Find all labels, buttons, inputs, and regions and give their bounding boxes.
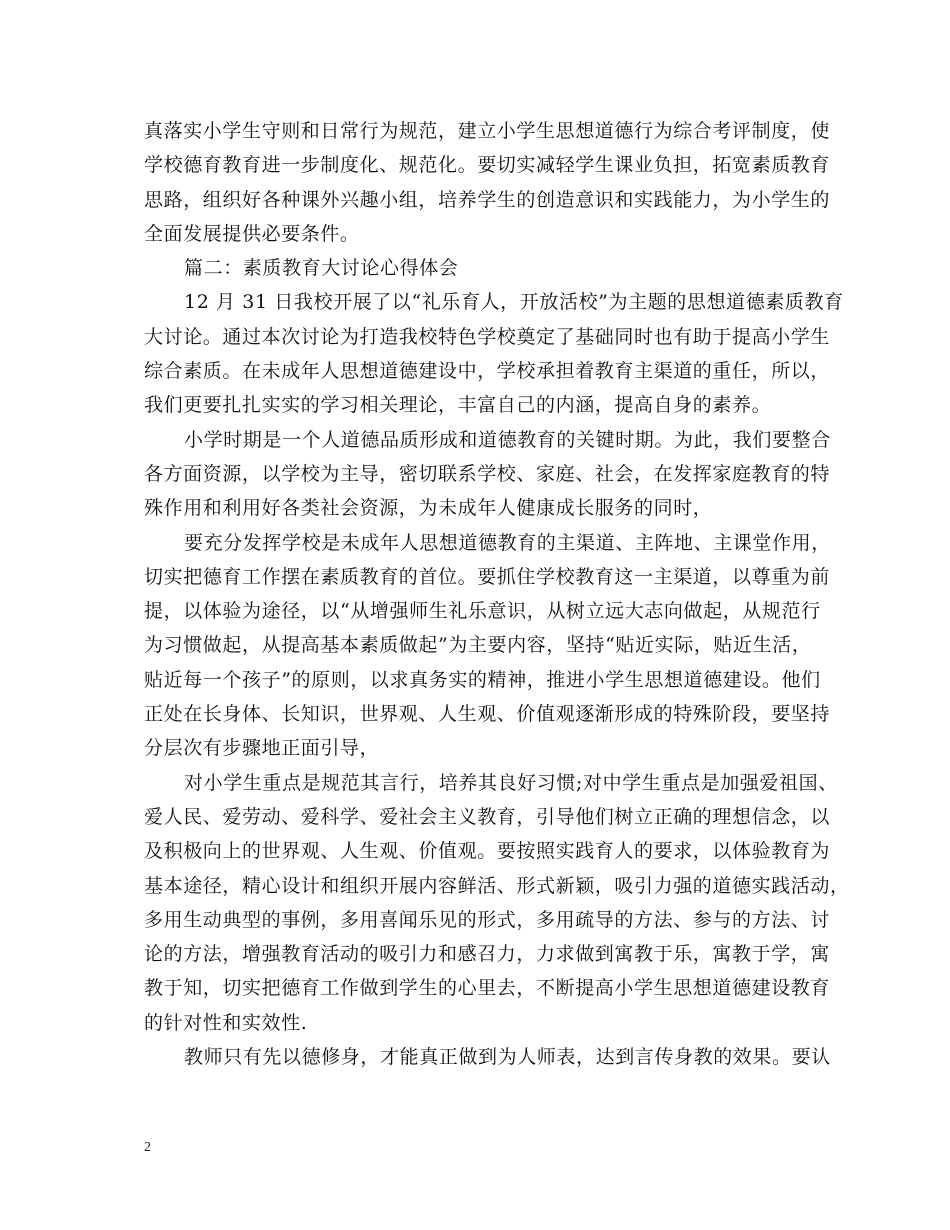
document-body [144,114,850,1074]
text-line: 篇二：素质教育大讨论心得体会 [184,257,459,280]
text-line: 全面发展提供必要条件。 [144,222,360,245]
text-line: 的针对性和实效性. [144,1011,308,1034]
text-line: 小学时期是一个人道德品质形成和道德教育的关键时期。为此，我们要整合 [184,428,831,451]
text-line: 正处在长身体、长知识，世界观、人生观、价值观逐渐形成的特殊阶段，要坚持 [144,703,831,726]
text-line: 大讨论。通过本次讨论为打造我校特色学校奠定了基础同时也有助于提高小学生 [144,325,831,348]
text-line: 基本途径，精心设计和组织开展内容鲜活、形式新颖，吸引力强的道德实践活动， [144,874,850,897]
text-line: 论的方法，增强教育活动的吸引力和感召力，力求做到寓教于乐，寓教于学，寓 [144,943,831,966]
text-line: 综合素质。在未成年人思想道德建设中，学校承担着教育主渠道的重任，所以， [144,360,831,383]
text-line: 多用生动典型的事例，多用喜闻乐见的形式，多用疏导的方法、参与的方法、讨 [144,908,831,931]
text-line: 殊作用和利用好各类社会资源，为未成年人健康成长服务的同时， [144,497,713,520]
text-line: 及积极向上的世界观、人生观、价值观。要按照实践育人的要求，以体验教育为 [144,840,831,863]
text-line: 真落实小学生守则和日常行为规范，建立小学生思想道德行为综合考评制度，使 [144,120,831,142]
text-line: 要充分发挥学校是未成年人思想道德教育的主渠道、主阵地、主课堂作用， [184,531,831,554]
text-line: 对小学生重点是规范其言行，培养其良好习惯;对中学生重点是加强爱祖国、 [184,771,838,794]
text-line: 爱人民、爱劳动、爱科学、爱社会主义教育，引导他们树立正确的理想信念，以 [144,805,831,828]
text-line: 我们更要扎扎实实的学习相关理论，丰富自己的内涵，提高自身的素养。 [144,394,772,417]
text-line: 切实把德育工作摆在素质教育的首位。要抓住学校教育这一主渠道，以尊重为前 [144,565,831,588]
text-line: 12 月 31 日我校开展了以“礼乐育人，开放活校”为主题的思想道德素质教育 [184,291,844,314]
text-line: 贴近每一个孩子”的原则，以求真务实的精神，推进小学生思想道德建设。他们 [144,668,821,691]
text-line: 提，以体验为途径，以“从增强师生礼乐意识，从树立远大志向做起，从规范行 [144,600,821,623]
page-number: 2 [144,1140,151,1155]
text-line: 为习惯做起，从提高基本素质做起”为主要内容，坚持“贴近实际，贴近生活， [144,634,812,657]
text-line: 分层次有步骤地正面引导， [144,737,380,760]
text-line: 各方面资源，以学校为主导，密切联系学校、家庭、社会，在发挥家庭教育的特 [144,462,831,485]
text-line: 学校德育教育进一步制度化、规范化。要切实减轻学生课业负担，拓宽素质教育 [144,154,831,177]
text-line: 教于知，切实把德育工作做到学生的心里去，不断提高小学生思想道德建设教育 [144,977,831,1000]
text-line: 教师只有先以德修身，才能真正做到为人师表，达到言传身教的效果。要认 [184,1046,831,1069]
text-line: 思路，组织好各种课外兴趣小组，培养学生的创造意识和实践能力，为小学生的 [144,188,831,211]
